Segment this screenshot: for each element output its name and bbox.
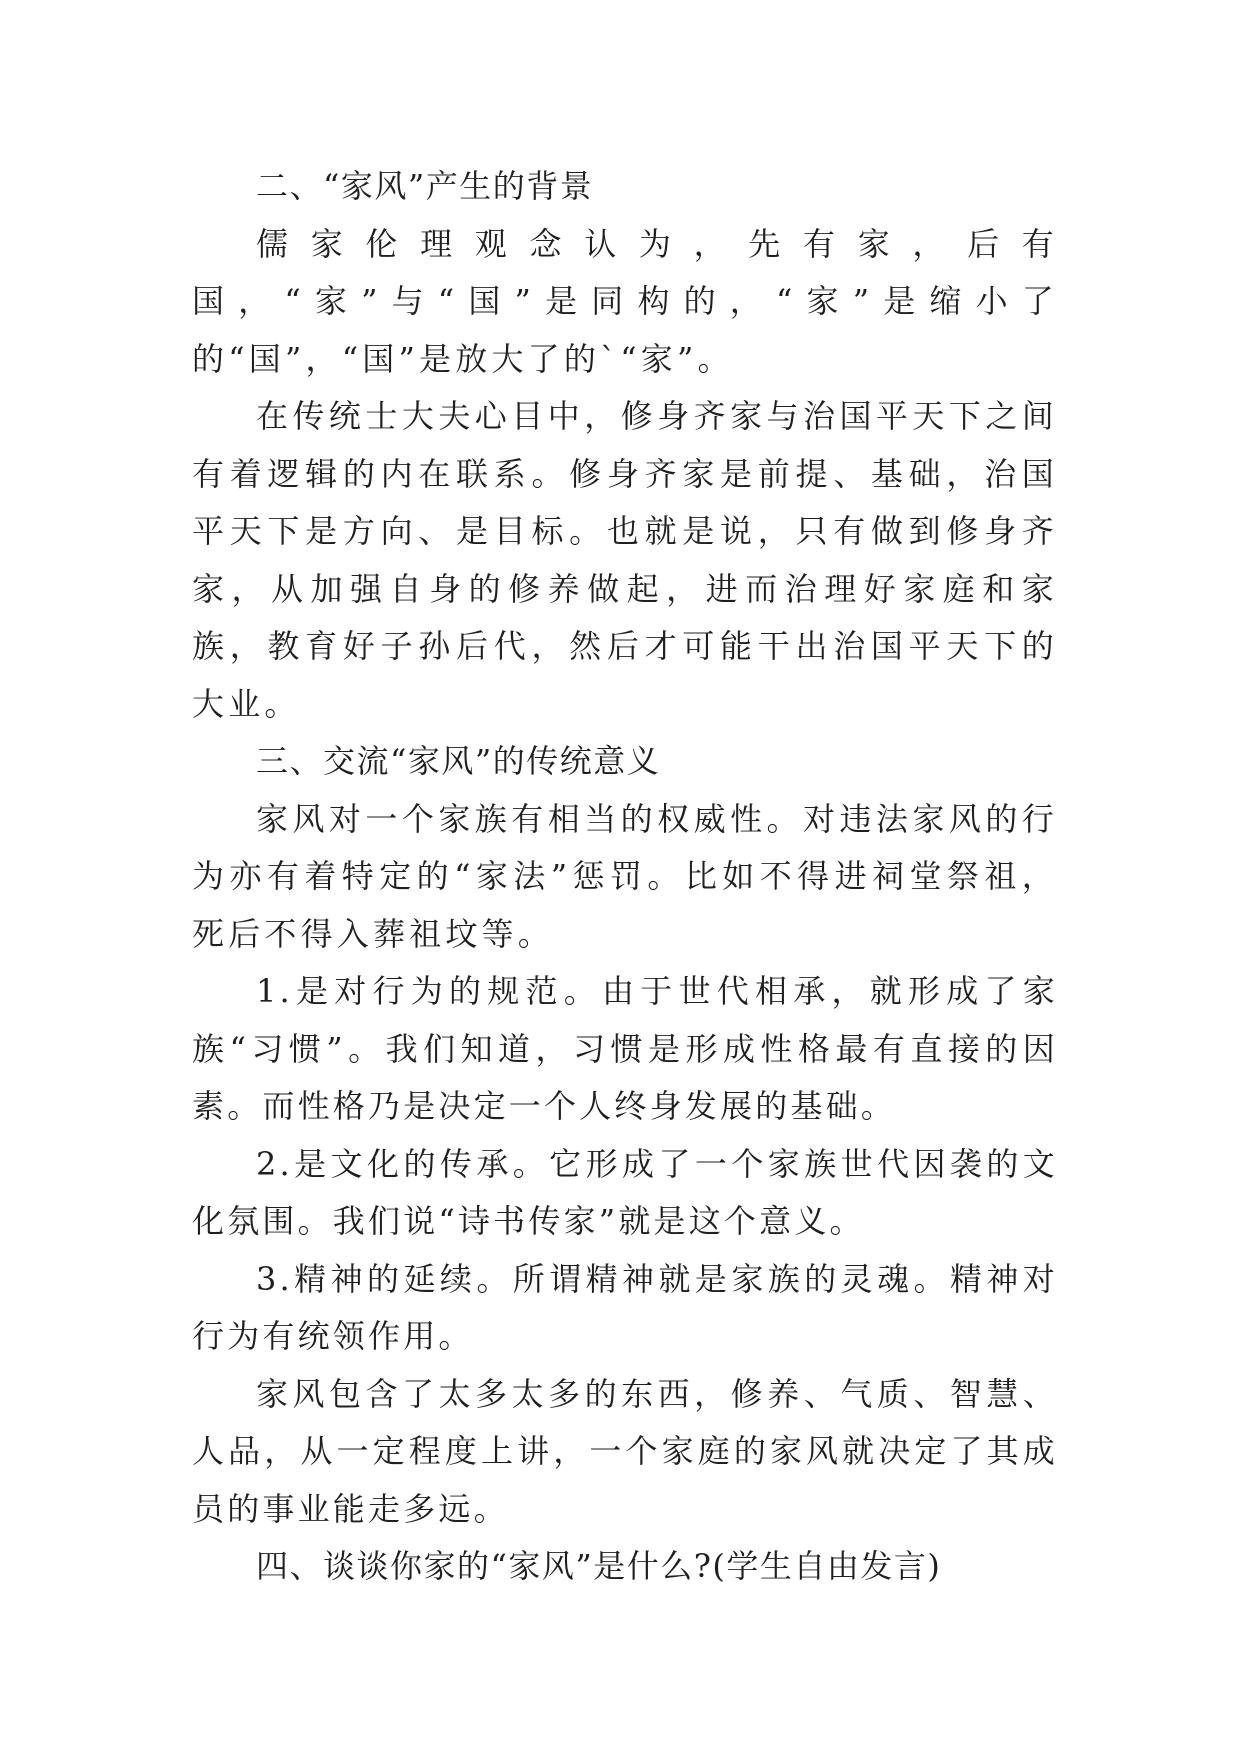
section-heading-3: 三、交流“家风”的传统意义 <box>256 742 661 780</box>
document-body <box>192 158 1058 1596</box>
section-heading-4: 四、谈谈你家的“家风”是什么?(学生自由发言) <box>256 1547 942 1585</box>
list-item-2: 2.是文化的传承。它形成了一个家族世代因袭的文化氛围。我们说“诗书传家”就是这个意义。 <box>192 1144 1058 1240</box>
paragraph-family-authority: 家风对一个家族有相当的权威性。对违法家风的行为亦有着特定的“家法”惩罚。比如不得进祠堂祭祖，死后不得入葬祖坟等。 <box>192 799 1058 953</box>
list-item-1: 1.是对行为的规范。由于世代相承，就形成了家族“习惯”。我们知道，习惯是形成性格最有直接的因素。而性格乃是决定一个人终身发展的基础。 <box>192 972 1058 1125</box>
section-heading-2: 二、“家风”产生的背景 <box>256 167 594 205</box>
list-item-3: 3.精神的延续。所谓精神就是家族的灵魂。精神对行为有统领作用。 <box>192 1259 1058 1355</box>
paragraph-family-style-content: 家风包含了太多太多的东西，修养、气质、智慧、人品，从一定程度上讲，一个家庭的家风就决定了其成员的事业能走多远。 <box>192 1374 1058 1528</box>
paragraph-confucian-view: 儒家伦理观念认为，先有家，后有国，“家”与“国”是同构的，“家”是缩小了的“国”，“国”是放大了的`“家”。 <box>192 224 1058 378</box>
paragraph-scholar-officials: 在传统士大夫心目中，修身齐家与治国平天下之间有着逻辑的内在联系。修身齐家是前提、基础，治国平天下是方向、是目标。也就是说，只有做到修身齐家，从加强自身的修养做起，进而治理好家庭和家族，教育好子孙后代，然后才可能干出治国平天下的大业。 <box>192 397 1058 723</box>
